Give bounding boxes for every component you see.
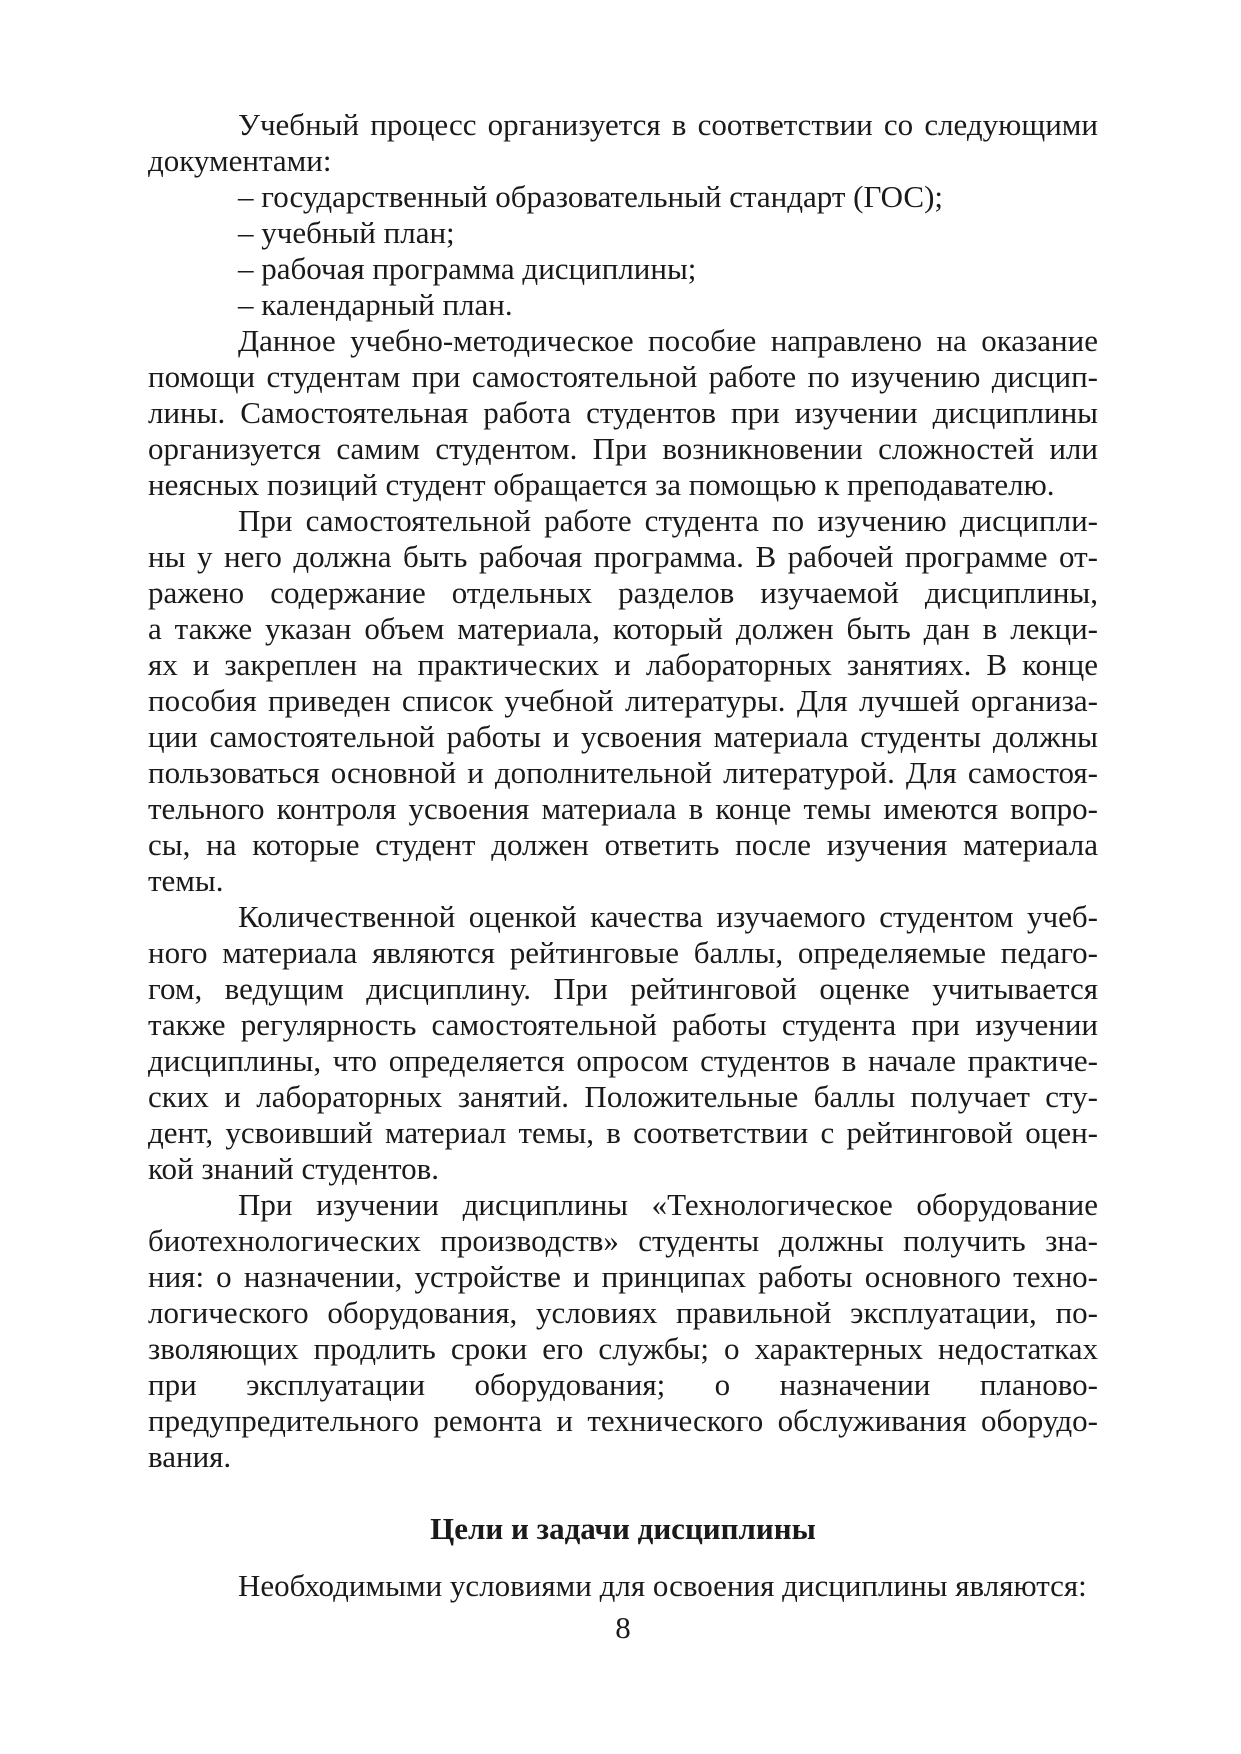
text-line: ских и лабораторных занятий. Положительные баллы получает сту- — [148, 1079, 1098, 1114]
text-line: Данное учебно-методическое пособие направлено на оказание — [238, 323, 1098, 358]
text-line: дисциплины, что определяется опросом студентов в начале практиче- — [148, 1043, 1098, 1078]
text-line: а также указан объем материала, который должен быть дан в лекци- — [148, 611, 1098, 646]
text-line: гом, ведущим дисциплину. При рейтинговой оценке учитывается — [148, 971, 1098, 1006]
page-number: 8 — [615, 1610, 631, 1645]
text-line: пользоваться основной и дополнительной литературой. Для самостоя- — [148, 755, 1098, 790]
text-line: дент, усвоивший материал темы, в соответствии с рейтинговой оцен- — [148, 1115, 1098, 1150]
text-line: сы, на которые студент должен ответить после изучения материала — [148, 827, 1098, 862]
list-item: – рабочая программа дисциплины; — [238, 251, 697, 286]
text-line: ях и закреплен на практических и лабораторных занятиях. В конце — [148, 647, 1098, 682]
text-line: лины. Самостоятельная работа студентов при изучении дисциплины — [148, 395, 1098, 430]
text-line: кой знаний студентов. — [148, 1151, 440, 1186]
text-line: Необходимыми условиями для освоения дисциплины являются: — [238, 1568, 1087, 1603]
text-line: зволяющих продлить сроки его службы; о характерных недостатках — [148, 1331, 1098, 1366]
text-line: пособия приведен список учебной литературы. Для лучшей организа- — [148, 683, 1098, 718]
text-line: ного материала являются рейтинговые баллы, определяемые педаго- — [148, 935, 1098, 970]
text-line: Учебный процесс организуется в соответствии со следующими — [238, 107, 1098, 142]
list-item: – учебный план; — [238, 215, 455, 250]
text-line: темы. — [148, 863, 224, 898]
text-line: ражено содержание отдельных разделов изучаемой дисциплины, — [148, 575, 1098, 610]
text-line: неясных позиций студент обращается за помощью к преподавателю. — [148, 467, 1055, 502]
text-line: при эксплуатации оборудования; о назначении планово- — [148, 1367, 1098, 1402]
text-line: предупредительного ремонта и технического обслуживания оборудо- — [148, 1403, 1098, 1438]
text-line: также регулярность самостоятельной работы студента при изучении — [148, 1007, 1098, 1042]
text-line: При самостоятельной работе студента по изучению дисципли- — [238, 503, 1098, 538]
section-heading: Цели и задачи дисциплины — [430, 1511, 816, 1546]
text-line: ны у него должна быть рабочая программа. В рабочей программе от- — [148, 539, 1098, 574]
list-item: – календарный план. — [238, 287, 513, 322]
text-line: тельного контроля усвоения материала в конце темы имеются вопро- — [148, 791, 1098, 826]
text-line: вания. — [148, 1439, 232, 1474]
text-line: документами: — [148, 143, 332, 178]
text-line: При изучении дисциплины «Технологическое оборудование — [238, 1187, 1098, 1222]
text-line: логического оборудования, условиях правильной эксплуатации, по- — [148, 1295, 1098, 1330]
text-line: помощи студентам при самостоятельной работе по изучению дисцип- — [148, 359, 1098, 394]
text-line: ния: о назначении, устройстве и принципах работы основного техно- — [148, 1259, 1098, 1294]
text-line: биотехнологических производств» студенты должны получить зна- — [148, 1223, 1098, 1258]
text-line: ции самостоятельной работы и усвоения материала студенты должны — [148, 719, 1098, 754]
text-line: Количественной оценкой качества изучаемого студентом учеб- — [238, 899, 1098, 934]
text-line: организуется самим студентом. При возникновении сложностей или — [148, 431, 1098, 466]
list-item: – государственный образовательный стандарт (ГОС); — [238, 179, 944, 214]
